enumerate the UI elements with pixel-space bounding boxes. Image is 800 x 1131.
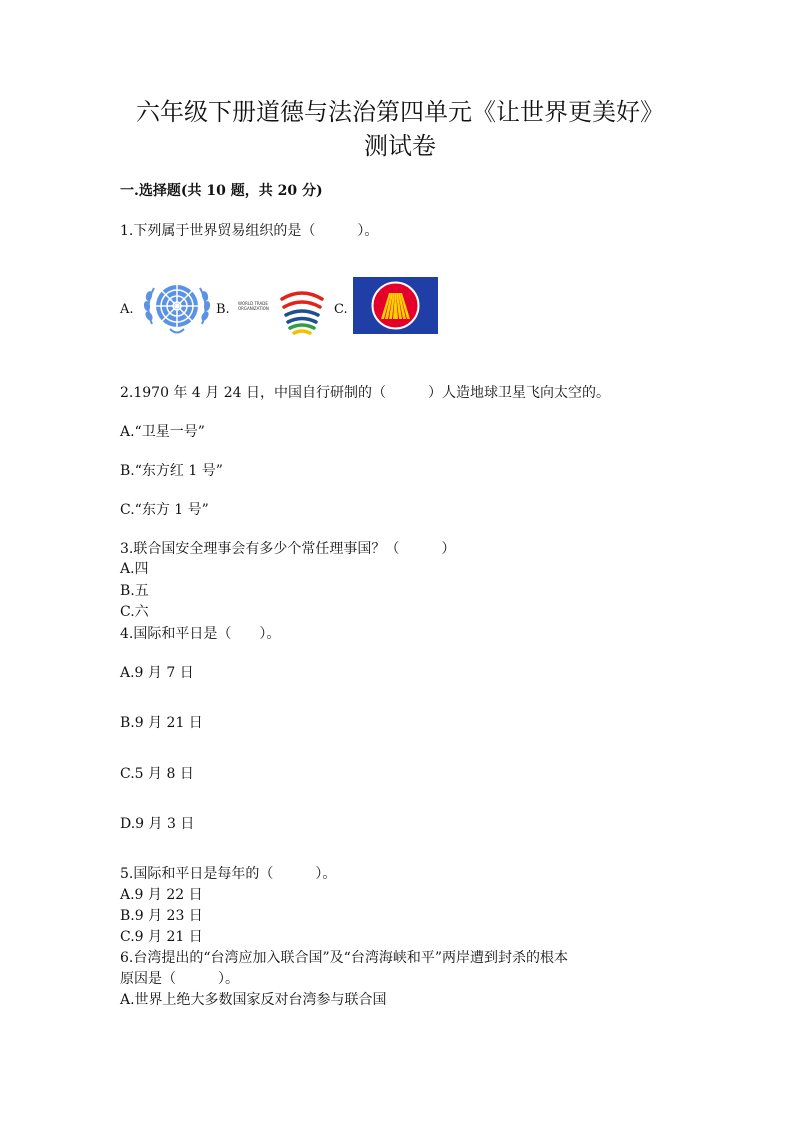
asean-emblem-icon (353, 277, 438, 334)
question-6-stem-line2: 原因是（ ）。 (120, 971, 239, 987)
un-emblem-icon (142, 276, 212, 338)
question-5-option-c: C.9 月 21 日 (120, 929, 203, 945)
question-2-option-a: A.“卫星一号” (120, 424, 205, 440)
question-1-option-b-label: B. (216, 302, 230, 317)
wto-wordmark-line2: ORGANIZATION (238, 306, 269, 311)
question-3-option-c: C.六 (120, 604, 149, 620)
page-title-line1: 六年级下册道德与法治第四单元《让世界更美好》 (136, 98, 664, 126)
question-3-option-b: B.五 (120, 583, 149, 599)
question-5-stem: 5.国际和平日是每年的（ ）。 (120, 866, 337, 882)
section-heading: 一.选择题(共 10 题，共 20 分) (120, 183, 323, 199)
question-5-option-a: A.9 月 22 日 (120, 887, 203, 903)
question-2-stem: 2.1970 年 4 月 24 日，中国自行研制的（ ）人造地球卫星飞向太空的。 (120, 385, 610, 401)
question-4-stem: 4.国际和平日是（ ）。 (120, 626, 281, 642)
wto-wordmark (238, 301, 269, 311)
question-1-option-c-label: C. (334, 302, 348, 317)
wto-logo (276, 285, 328, 337)
wto-wordmark-line1: WORLD TRADE (238, 301, 268, 306)
question-2-option-b: B.“东方红 1 号” (120, 463, 223, 479)
question-1-option-a-label: A. (120, 302, 134, 317)
question-6-stem-line1: 6.台湾提出的“台湾应加入联合国”及“台湾海峡和平”两岸遭到封杀的根本 (120, 950, 568, 966)
question-4-option-c: C.5 月 8 日 (120, 766, 194, 782)
question-1-stem: 1.下列属于世界贸易组织的是（ ）。 (120, 223, 379, 239)
question-4-option-a: A.9 月 7 日 (120, 665, 194, 681)
question-6-option-a: A.世界上绝大多数国家反对台湾参与联合国 (120, 992, 387, 1008)
question-4-option-b: B.9 月 21 日 (120, 715, 203, 731)
question-4-option-d: D.9 月 3 日 (120, 816, 195, 832)
question-3-option-a: A.四 (120, 561, 149, 577)
page-title-line2: 测试卷 (364, 132, 436, 160)
asean-flag (353, 277, 438, 334)
question-3-stem: 3.联合国安全理事会有多少个常任理事国？（ ） (120, 541, 456, 557)
question-2-option-c: C.“东方 1 号” (120, 502, 209, 518)
question-5-option-b: B.9 月 23 日 (120, 908, 203, 924)
